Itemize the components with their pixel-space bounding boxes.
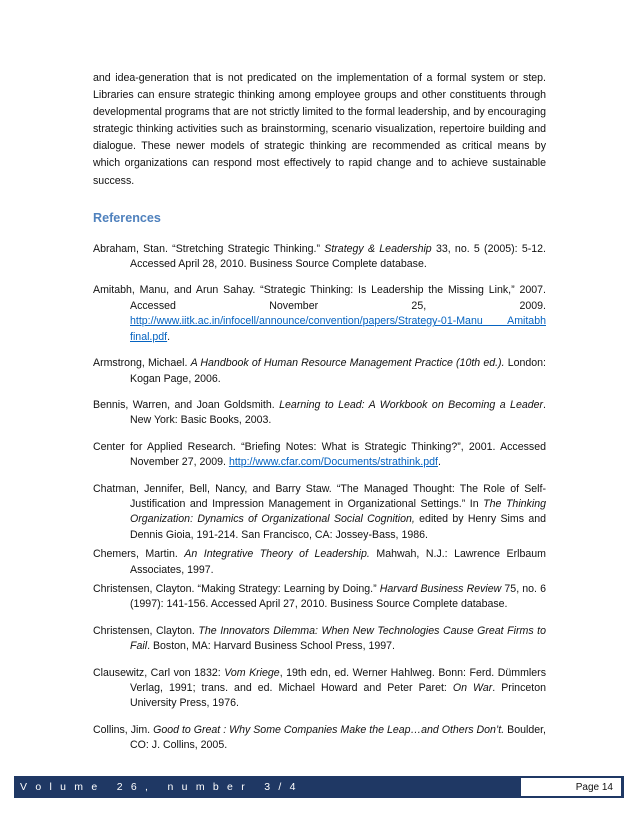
reference-item: Christensen, Clayton. The Innovators Dilemma: When New Technologies Cause Great Firms to Fail. Boston, MA: Harvard Business School Press, 1997. — [93, 624, 546, 653]
reference-item: Christensen, Clayton. “Making Strategy: Learning by Doing.” Harvard Business Review 75, no. 6 (1997): 141-156. Accessed April 27, 2010. Business Source Complete database. — [93, 582, 546, 611]
footer-volume: V o l u m e 2 6 , n u m b e r 3 / 4 — [20, 781, 299, 793]
reference-link[interactable]: http://www.cfar.com/Documents/strathink.pdf — [228, 456, 438, 469]
reference-item: Center for Applied Research. “Briefing Notes: What is Strategic Thinking?”, 2001. Accessed November 27, 2009. http://www.cfar.com/Documents/strathink.pdf. — [93, 440, 546, 469]
reference-item: Amitabh, Manu, and Arun Sahay. “Strategic Thinking: Is Leadership the Missing Link,” 2007. Accessed November 25, 2009. http://www.iitk.ac.in/infocell/announce/convention/papers/Strategy-01-Manu Amitabh final.pdf. — [93, 284, 546, 343]
reference-link[interactable]: http://www.iitk.ac.in/infocell/announce/convention/papers/Strategy-01-Manu Amitabh final.pdf — [130, 315, 546, 343]
reference-item: Clausewitz, Carl von 1832: Vom Kriege, 19th edn, ed. Werner Hahlweg. Bonn: Ferd. Dümmlers Verlag, 1991; trans. and ed. Michael Howard and Peter Paret: On War. Princeton University Press, 1976. — [93, 666, 546, 710]
document-page — [93, 70, 546, 765]
reference-item: Chatman, Jennifer, Bell, Nancy, and Barry Staw. “The Managed Thought: The Role of Self-Justification and Impression Management in Organizational Settings.” In The Thinking Organization: Dynamics of Organizational Social Cognition, edited by Henry Sims and Dennis Gioia, 191-214. San Francisco, CA: Jossey-Bass, 1986. — [93, 482, 546, 541]
reference-item: Armstrong, Michael. A Handbook of Human Resource Management Practice (10th ed.). London: Kogan Page, 2006. — [93, 357, 546, 385]
reference-item: Chemers, Martin. An Integrative Theory of Leadership. Mahwah, N.J.: Lawrence Erlbaum Associates, 1997. — [93, 548, 546, 576]
footer-bar — [14, 776, 624, 798]
references-list — [93, 242, 546, 754]
reference-item: Abraham, Stan. “Stretching Strategic Thinking.” Strategy & Leadership 33, no. 5 (2005): 5-12. Accessed April 28, 2010. Business Source Complete database. — [93, 242, 547, 271]
page-number: Page 14 — [521, 778, 621, 796]
reference-item: Collins, Jim. Good to Great : Why Some Companies Make the Leap…and Others Don’t. Boulder, CO: J. Collins, 2005. — [93, 723, 547, 752]
references-heading: References — [93, 210, 161, 225]
intro-paragraph: and idea-generation that is not predicated on the implementation of a formal system or step. Libraries can ensure strategic thinking among employee groups and other constituents through developmental programs that are not strictly limited to the formal leadership, and by encouraging strategic thinking activities such as brainstorming, scenario visualization, repertoire building and dialogue. These newer models of strategic thinking are recommended as critical means by which organizations can respond most effectively to rapid change and to achieve sustainable success. — [93, 72, 546, 187]
reference-item: Bennis, Warren, and Joan Goldsmith. Learning to Lead: A Workbook on Becoming a Leader. New York: Basic Books, 2003. — [93, 398, 546, 427]
